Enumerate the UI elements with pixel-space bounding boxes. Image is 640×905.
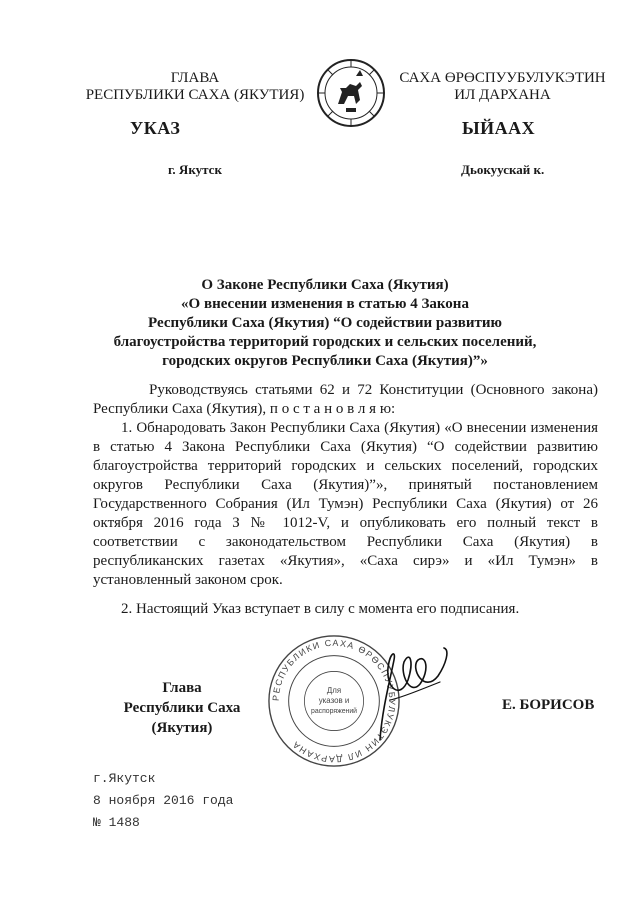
document-footer <box>93 768 233 834</box>
header-left-block <box>60 70 330 104</box>
title-line: благоустройства территорий городских и сельских поселений, <box>113 334 537 350</box>
stamp-inner-line: Для <box>326 686 342 696</box>
signatory-position: Глава <box>162 680 202 696</box>
doc-type-yiaah: ЫЙААХ <box>462 118 536 138</box>
document-title <box>70 276 580 371</box>
signatory-region: Республики Саха (Якутия) <box>123 700 241 736</box>
header-left-subtitle: РЕСПУБЛИКИ САХА (ЯКУТИЯ) <box>85 87 305 103</box>
city-left: г. Якутск <box>168 162 222 177</box>
footer-number: № 1488 <box>93 815 140 830</box>
title-line: О Законе Республики Саха (Якутия) <box>201 277 449 293</box>
title-line: Республики Саха (Якутия) “О содействии развитию <box>148 315 502 331</box>
paragraph-item-2: 2. Настоящий Указ вступает в силу с момента его подписания. <box>121 601 520 617</box>
stamp-inner-line: распоряжений <box>311 707 357 715</box>
header-right-block <box>395 70 610 104</box>
signatory-name: Е. БОРИСОВ <box>502 697 595 713</box>
paragraph-preamble: Руководствуясь статьями 62 и 72 Конституции (Основного закона) Республики Саха (Якутия), п о с т а н о в л я ю: <box>93 382 598 417</box>
paragraph-item-1: 1. Обнародовать Закон Республики Саха (Якутия) «О внесении изменения в статью 4 Закона Республики Саха (Якутия) “О содействии развитию благоустройства территорий городских и сельских поселений, городских округов Республики Саха (Якутия)”», принятый постановлением Государственного Собрания (Ил Тумэн) Республики Саха (Якутия) от 26 октября 2016 года З № 1012-V, и опубликовать его полный текст в соответствии с законодательством Республики Саха (Якутия) в республиканских газетах «Якутия», «Саха сирэ» и «Ил Тумэн» в установленный законом срок. <box>93 420 598 588</box>
footer-city: г.Якутск <box>93 771 156 786</box>
header-right-title: САХА ӨРӨСПУУБУЛУКЭТИН <box>399 70 606 86</box>
title-line: городских округов Республики Саха (Якутия)”» <box>162 353 488 369</box>
handwritten-signature <box>360 640 455 745</box>
doc-type-ukaz: УКАЗ <box>130 118 181 138</box>
signatory-title <box>92 678 272 738</box>
header-right-subtitle: ИЛ ДАРХАНА <box>454 87 551 103</box>
stamp-inner-line: указов и <box>318 695 350 705</box>
header-left-title: ГЛАВА <box>170 70 220 86</box>
coat-of-arms-emblem <box>316 58 386 128</box>
title-line: «О внесении изменения в статью 4 Закона <box>181 296 469 312</box>
footer-date: 8 ноября 2016 года <box>93 793 234 808</box>
city-right: Дьокуускай к. <box>461 162 545 177</box>
stamp-outer-text: РЕСПУБЛИКИ САХА ӨРӨСПУУБУЛУКЭТИН ИЛ ДАРХАНА <box>270 637 398 765</box>
